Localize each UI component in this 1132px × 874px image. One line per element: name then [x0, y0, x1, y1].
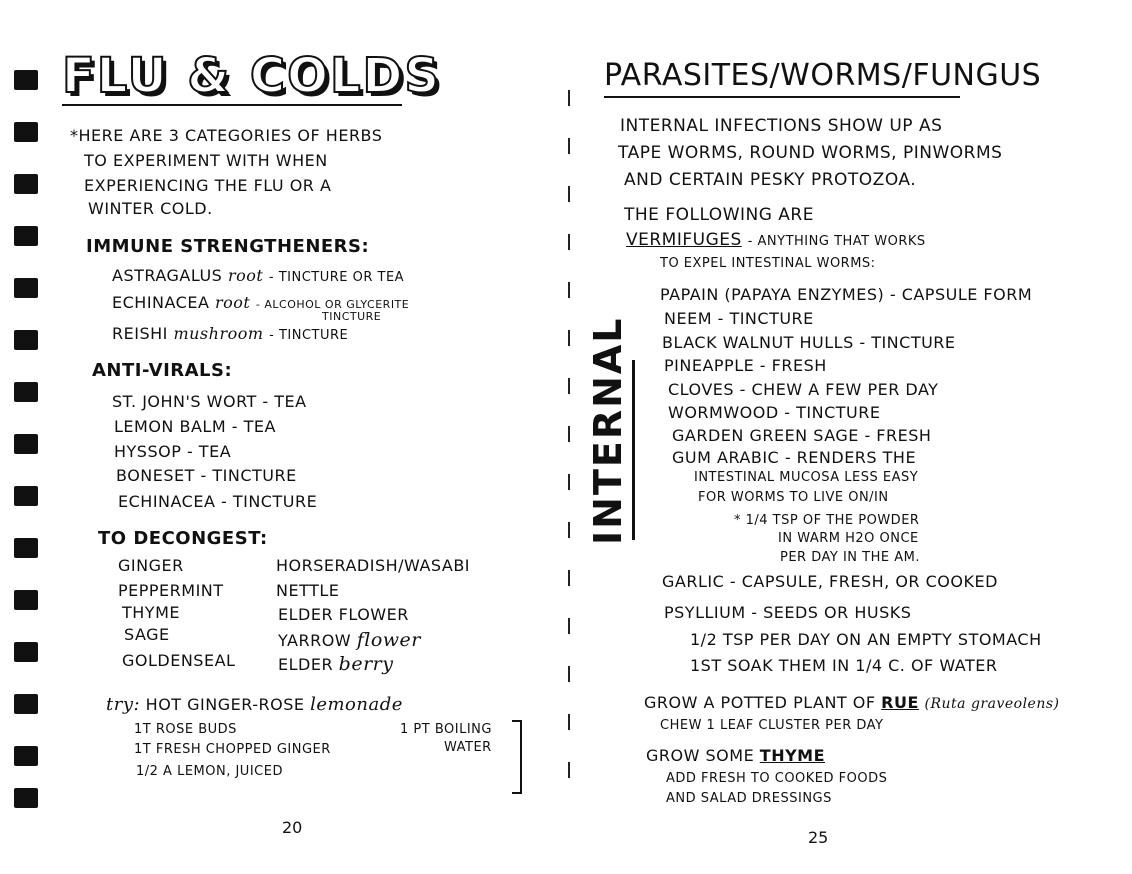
- list-item: PAPAIN (PAPAYA ENZYMES) - CAPSULE FORM: [660, 285, 1033, 304]
- note-line: GROW A POTTED PLANT OF RUE (Ruta graveolens): [644, 693, 1060, 712]
- page-title: PARASITES/WORMS/FUNGUS: [604, 58, 1042, 93]
- intro-line: INTERNAL INFECTIONS SHOW UP AS: [620, 116, 943, 136]
- list-note: 1/2 TSP PER DAY ON AN EMPTY STOMACH: [690, 630, 1042, 649]
- bracket: [632, 360, 645, 540]
- herb-item: ECHINACEA root - ALCOHOL OR GLYCERITE: [112, 293, 410, 312]
- herb-item: GOLDENSEAL: [122, 651, 236, 670]
- intro-line: TO EXPERIMENT WITH WHEN: [84, 151, 328, 170]
- intro-line: THE FOLLOWING ARE: [624, 205, 814, 225]
- herb-item: THYME: [122, 603, 180, 622]
- list-note: FOR WORMS TO LIVE ON/IN: [698, 490, 889, 505]
- note-line: CHEW 1 LEAF CLUSTER PER DAY: [660, 718, 884, 733]
- intro-line: VERMIFUGES - ANYTHING THAT WORKS: [626, 230, 926, 250]
- page-number: 25: [808, 828, 829, 847]
- vertical-label: INTERNAL: [586, 316, 630, 545]
- recipe-ingredient: 1T FRESH CHOPPED GINGER: [134, 742, 331, 757]
- page-number: 20: [282, 818, 303, 837]
- herb-item: ELDER FLOWER: [278, 605, 409, 624]
- list-item: GARDEN GREEN SAGE - FRESH: [672, 426, 932, 445]
- list-item: GARLIC - CAPSULE, FRESH, OR COOKED: [662, 572, 998, 591]
- herb-item: HORSERADISH/WASABI: [276, 556, 471, 575]
- herb-item: ASTRAGALUS root - TINCTURE OR TEA: [112, 266, 405, 285]
- list-item: NEEM - TINCTURE: [664, 309, 814, 328]
- herb-item: BONESET - TINCTURE: [116, 466, 297, 485]
- list-item: WORMWOOD - TINCTURE: [668, 403, 881, 422]
- list-note: * 1/4 TSP OF THE POWDER: [734, 513, 920, 528]
- intro-line: TO EXPEL INTESTINAL WORMS:: [660, 256, 876, 271]
- recipe-side-note: 1 PT BOILING: [400, 722, 492, 737]
- list-item: GUM ARABIC - RENDERS THE: [672, 448, 917, 467]
- intro-line: TAPE WORMS, ROUND WORMS, PINWORMS: [618, 143, 1003, 163]
- intro-line: AND CERTAIN PESKY PROTOZOA.: [624, 170, 917, 190]
- section-heading: TO DECONGEST:: [98, 528, 268, 549]
- recipe-ingredient: 1T ROSE BUDS: [134, 722, 237, 737]
- list-item: PSYLLIUM - SEEDS OR HUSKS: [664, 603, 912, 622]
- note-line: ADD FRESH TO COOKED FOODS: [666, 771, 888, 786]
- herb-item: REISHI mushroom - TINCTURE: [112, 324, 349, 343]
- list-item: PINEAPPLE - FRESH: [664, 356, 827, 375]
- list-note: 1ST SOAK THEM IN 1/4 C. OF WATER: [690, 656, 998, 675]
- herb-item: ECHINACEA - TINCTURE: [118, 492, 318, 511]
- herb-item: NETTLE: [276, 581, 340, 600]
- intro-line: WINTER COLD.: [88, 199, 213, 218]
- section-heading: ANTI-VIRALS:: [92, 360, 233, 381]
- intro-line: *HERE ARE 3 CATEGORIES OF HERBS: [70, 126, 383, 145]
- recipe-ingredient: 1/2 A LEMON, JUICED: [136, 764, 283, 779]
- list-item: BLACK WALNUT HULLS - TINCTURE: [662, 333, 956, 352]
- herb-item: YARROW flower: [278, 629, 421, 651]
- list-note: PER DAY IN THE AM.: [780, 550, 920, 565]
- recipe-side-note: WATER: [444, 740, 492, 755]
- section-heading: IMMUNE STRENGTHENERS:: [86, 236, 370, 257]
- herb-item: ST. JOHN'S WORT - TEA: [112, 392, 307, 411]
- list-note: IN WARM H2O ONCE: [778, 531, 919, 546]
- herb-item: ELDER berry: [278, 653, 394, 675]
- note-line: GROW SOME THYME: [646, 746, 826, 765]
- herb-item: HYSSOP - TEA: [114, 442, 232, 461]
- intro-line: EXPERIENCING THE FLU OR A: [84, 176, 332, 195]
- list-note: INTESTINAL MUCOSA LESS EASY: [694, 470, 919, 485]
- note-line: AND SALAD DRESSINGS: [666, 791, 832, 806]
- herb-prep-continued: TINCTURE: [322, 310, 382, 323]
- herb-item: LEMON BALM - TEA: [114, 417, 276, 436]
- recipe-title: try: HOT GINGER-ROSE lemonade: [106, 694, 403, 715]
- title-underline: [604, 96, 960, 98]
- page-title: FLU & COLDS: [62, 48, 441, 104]
- herb-item: SAGE: [124, 625, 170, 644]
- herb-item: PEPPERMINT: [118, 581, 224, 600]
- herb-item: GINGER: [118, 556, 184, 575]
- list-item: CLOVES - CHEW A FEW PER DAY: [668, 380, 939, 399]
